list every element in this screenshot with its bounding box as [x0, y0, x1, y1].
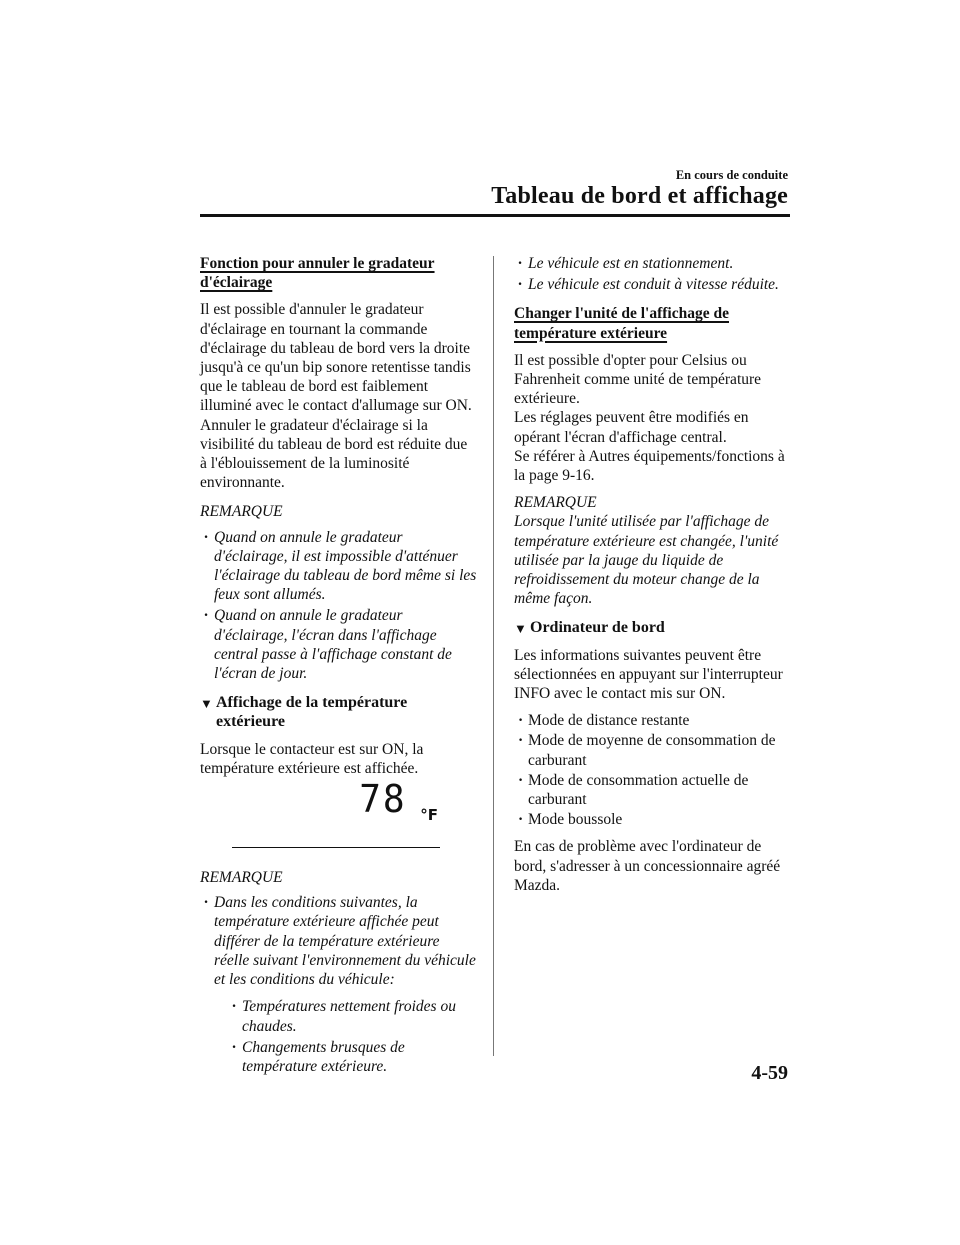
temperature-unit: °F	[420, 806, 438, 825]
page-title: Tableau de bord et affichage	[491, 183, 788, 209]
temperature-value: 78	[359, 777, 407, 822]
subnote-item: · Le véhicule est conduit à vitesse réduite.	[514, 275, 792, 294]
temperature-subnotes	[214, 997, 478, 1076]
trip-computer-body: Les informations suivantes peuvent être sélectionnées en appuyant sur l'interrupteur INFO avec le contact mis sur ON.	[514, 646, 783, 703]
list-item: · Mode de moyenne de consommation de carburant	[514, 731, 792, 769]
section-heading-temperature: ▼ Affichage de la température extérieure	[200, 694, 408, 731]
subnote-item: · Le véhicule est en stationnement.	[514, 254, 792, 273]
subnote-item: · Températures nettement froides ou chaudes.	[214, 997, 478, 1035]
note-item: · Quand on annule le gradateur d'éclairage, l'écran dans l'affichage central passe à l'affichage constant de l'écran de jour.	[200, 606, 478, 683]
temperature-body: Lorsque le contacteur est sur ON, la température extérieure est affichée.	[200, 740, 424, 777]
list-item: · Mode de distance restante	[514, 711, 792, 730]
section-heading-unit: Changer l'unité de l'affichage de température extérieure	[514, 305, 729, 342]
left-column	[200, 254, 478, 1084]
note-item: · Dans les conditions suivantes, la température extérieure affichée peut différer de la température extérieure réelle suivant l'environnement du véhicule et les conditions du véhicule: · Températures nettement froides ou chaudes. · Changements brusques de température extérieure.	[200, 893, 478, 1076]
header-rule	[200, 214, 790, 217]
chapter-label: En cours de conduite	[675, 168, 788, 182]
note-item: · Quand on annule le gradateur d'éclairage, il est impossible d'atténuer l'éclairage du tableau de bord même si les feux sont allumés.	[200, 528, 478, 605]
column-divider	[493, 256, 494, 1056]
gradateur-notes	[200, 528, 478, 684]
section-heading-trip-computer: ▼ Ordinateur de bord	[514, 618, 792, 637]
list-item: · Mode boussole	[514, 810, 792, 829]
subnote-item: · Changements brusques de température extérieure.	[214, 1038, 478, 1076]
gradateur-body: Il est possible d'annuler le gradateur d'éclairage en tournant la commande d'éclairage du tableau de bord vers la droite jusqu'à ce qu'un bip sonore retentisse tandis que le tableau de bord est faiblement illuminé avec le contact d'allumage sur ON. Annuler le gradateur d'éclairage si la visibilité du tableau de bord est réduite due à l'éblouissement de la luminosité environnante.	[200, 301, 472, 492]
temperature-notes	[200, 893, 478, 1076]
trip-computer-footer: En cas de problème avec l'ordinateur de bord, s'adresser à un concessionnaire agréé Mazda.	[514, 838, 781, 894]
page-number: 4-59	[751, 1062, 788, 1084]
figure-rule	[232, 847, 440, 848]
unit-body: Il est possible d'opter pour Celsius ou Fahrenheit comme unité de température extérieure. Les réglages peuvent être modifiés en opérant l'écran d'affichage central. Se référer à Autres équipements/fonctions à la page 9-16.	[514, 351, 785, 485]
subnotes-continued	[514, 254, 792, 294]
remarque-label: REMARQUE	[514, 494, 597, 512]
section-heading-gradateur: Fonction pour annuler le gradateur d'éclairage	[200, 255, 435, 292]
remarque-label: REMARQUE	[200, 503, 283, 521]
remarque-label: REMARQUE	[200, 869, 283, 887]
temperature-display-figure	[200, 777, 478, 858]
list-item: · Mode de consommation actuelle de carburant	[514, 771, 792, 809]
triangle-down-icon: ▼	[200, 696, 213, 712]
right-column	[514, 254, 792, 903]
triangle-down-icon: ▼	[514, 621, 527, 637]
unit-note: Lorsque l'unité utilisée par l'affichage de température extérieure est changée, l'unité utilisée par la jauge du liquide de refroidissement du moteur change de la même façon.	[514, 513, 779, 608]
trip-computer-modes	[514, 711, 792, 829]
